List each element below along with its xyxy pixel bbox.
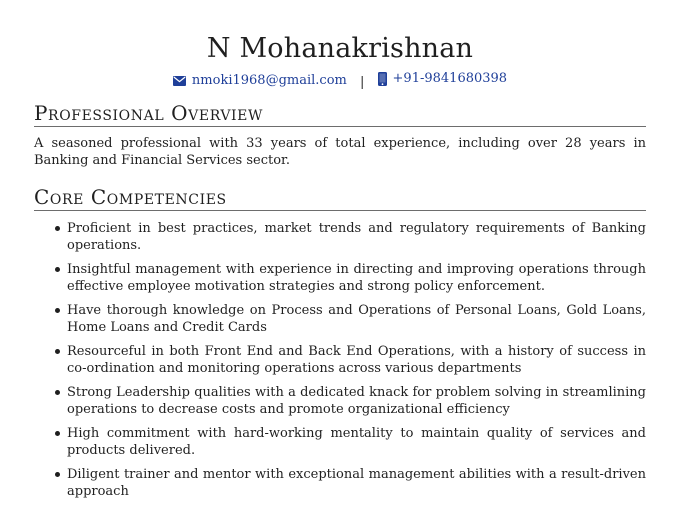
email-text[interactable]: nmoki1968@gmail.com <box>191 73 347 88</box>
competency-item: Have thorough knowledge on Process and Operations of Personal Loans, Gold Loans, Home Loans and Credit Cards <box>67 303 646 335</box>
email-link[interactable] <box>173 73 347 89</box>
overview-paragraph: A seasoned professional with 33 years of total experience, including over 28 years in Banking and Financial Services sector. <box>34 136 646 168</box>
competency-item: Resourceful in both Front End and Back End Operations, with a history of success in co-ordination and monitoring operations across various departments <box>67 344 646 376</box>
overview-heading: Professional Overview <box>34 102 646 127</box>
competency-item: Insightful management with experience in directing and improving operations through effective employee motivation strategies and strong policy enforcement. <box>67 262 646 294</box>
competency-item: Diligent trainer and mentor with exceptional management abilities with a result-driven approach <box>67 467 646 499</box>
mobile-phone-icon <box>378 72 387 86</box>
phone-text[interactable]: +91-9841680398 <box>392 71 508 86</box>
contact-line <box>34 71 646 91</box>
competency-item: Proficient in best practices, market trends and regulatory requirements of Banking operations. <box>67 221 646 253</box>
envelope-icon <box>173 76 186 86</box>
competencies-heading: Core Competencies <box>34 186 646 211</box>
phone-link[interactable] <box>378 71 508 87</box>
competency-item: Strong Leadership qualities with a dedicated knack for problem solving in streamlining operations to decrease costs and promote organizational efficiency <box>67 385 646 417</box>
resume-page <box>34 0 646 507</box>
competencies-list <box>34 220 646 500</box>
competency-item: High commitment with hard-working mentality to maintain quality of services and products delivered. <box>67 426 646 458</box>
candidate-name: N Mohanakrishnan <box>206 33 474 64</box>
contact-separator: | <box>360 75 365 90</box>
